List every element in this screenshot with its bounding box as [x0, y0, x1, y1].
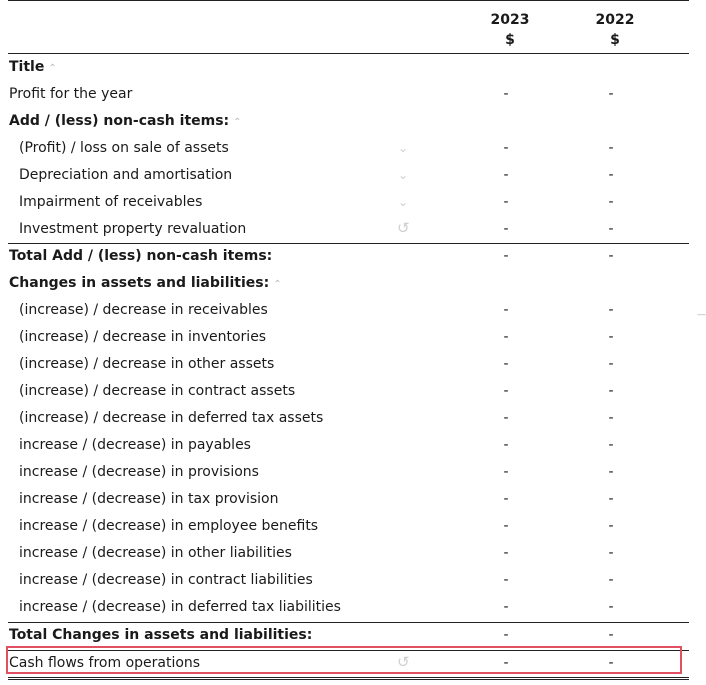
row-label: (Profit) / loss on sale of assets [19, 140, 229, 156]
value-2022: - [608, 221, 614, 237]
value-2022: - [608, 627, 614, 643]
row-deferred-tax-liabilities [8, 595, 689, 622]
row-contract-liabilities [8, 568, 689, 595]
row-label: Total Changes in assets and liabilities: [9, 627, 313, 643]
value-2023: - [503, 302, 509, 318]
value-2023: - [503, 410, 509, 426]
value-2022: - [608, 248, 614, 264]
row-label: Impairment of receivables [19, 194, 203, 210]
row-label: Depreciation and amortisation [19, 167, 233, 183]
row-profit-loss-sale [8, 136, 689, 163]
row-label: (increase) / decrease in deferred tax assets [19, 410, 324, 426]
row-deferred-tax-assets [8, 406, 689, 433]
column-2023-year: 2023 [490, 12, 530, 28]
row-payables [8, 433, 689, 460]
value-2023: - [503, 140, 509, 156]
selection-highlight [6, 646, 682, 674]
value-2023: - [503, 356, 509, 372]
chevron-down-icon[interactable]: ⌄ [398, 141, 409, 155]
value-2023: - [503, 329, 509, 345]
row-employee-benefits [8, 514, 689, 541]
value-2023: - [503, 491, 509, 507]
section-non-cash [8, 109, 689, 136]
row-label: increase / (decrease) in tax provision [19, 491, 279, 507]
value-2023: - [503, 518, 509, 534]
chevron-up-icon[interactable]: ⌃ [273, 279, 282, 290]
value-2022: - [608, 655, 614, 671]
row-impairment [8, 190, 689, 217]
row-provisions [8, 460, 689, 487]
row-label: increase / (decrease) in other liabilities [19, 545, 292, 561]
column-2022 [585, 1, 645, 48]
row-other-liabilities [8, 541, 689, 568]
value-2022: - [608, 329, 614, 345]
value-2022: - [608, 491, 614, 507]
column-2023-currency: $ [505, 32, 515, 48]
value-2022: - [608, 86, 614, 102]
value-2023: - [503, 599, 509, 615]
value-2023: - [503, 627, 509, 643]
row-label: increase / (decrease) in provisions [19, 464, 259, 480]
row-investment-revaluation [8, 217, 689, 244]
section-heading: Add / (less) non-cash items: ⌃ [9, 113, 242, 129]
row-label: Cash flows from operations [9, 655, 201, 671]
value-2022: - [608, 383, 614, 399]
chevron-down-icon[interactable]: ⌄ [398, 195, 409, 209]
row-label: Total Add / (less) non-cash items: [9, 248, 273, 264]
row-tax-provision [8, 487, 689, 514]
section-heading: Changes in assets and liabilities: ⌃ [9, 275, 282, 291]
value-2022: - [608, 599, 614, 615]
value-2022: - [608, 194, 614, 210]
value-2023: - [503, 437, 509, 453]
row-other-assets [8, 352, 689, 379]
section-title-row [8, 55, 689, 82]
row-label: (increase) / decrease in inventories [19, 329, 267, 345]
column-2022-year: 2022 [595, 12, 635, 28]
value-2022: - [608, 140, 614, 156]
row-inventories [8, 325, 689, 352]
value-2023: - [503, 545, 509, 561]
history-icon[interactable]: ↺ [397, 219, 410, 237]
history-icon[interactable]: ↺ [397, 653, 410, 671]
value-2023: - [503, 194, 509, 210]
row-label: (increase) / decrease in contract assets [19, 383, 296, 399]
value-2022: - [608, 356, 614, 372]
row-depreciation [8, 163, 689, 190]
value-2022: - [608, 302, 614, 318]
value-2023: - [503, 86, 509, 102]
row-receivables [8, 298, 689, 325]
row-label: Profit for the year [9, 86, 133, 102]
value-2022: - [608, 572, 614, 588]
value-2023: - [503, 248, 509, 264]
cursor-marker-icon: — [697, 310, 706, 320]
row-label: (increase) / decrease in receivables [19, 302, 268, 318]
row-label: increase / (decrease) in employee benefits [19, 518, 319, 534]
value-2022: - [608, 545, 614, 561]
row-label: (increase) / decrease in other assets [19, 356, 275, 372]
section-changes [8, 271, 689, 298]
value-2023: - [503, 221, 509, 237]
chevron-up-icon[interactable]: ⌃ [48, 63, 57, 74]
column-2023 [480, 1, 540, 48]
value-2023: - [503, 572, 509, 588]
section-title: Title ⌃ [9, 59, 57, 75]
value-2022: - [608, 437, 614, 453]
value-2023: - [503, 464, 509, 480]
row-total-non-cash [8, 243, 689, 271]
row-label: increase / (decrease) in deferred tax liabilities [19, 599, 341, 615]
value-2023: - [503, 167, 509, 183]
value-2023: - [503, 383, 509, 399]
row-label: increase / (decrease) in payables [19, 437, 251, 453]
row-label: increase / (decrease) in contract liabilities [19, 572, 313, 588]
value-2022: - [608, 167, 614, 183]
row-profit [8, 82, 689, 109]
chevron-down-icon[interactable]: ⌄ [398, 168, 409, 182]
table-header [8, 0, 689, 54]
value-2022: - [608, 410, 614, 426]
value-2023: - [503, 655, 509, 671]
value-2022: - [608, 518, 614, 534]
row-contract-assets [8, 379, 689, 406]
value-2022: - [608, 464, 614, 480]
column-2022-currency: $ [610, 32, 620, 48]
row-label: Investment property revaluation [19, 221, 247, 237]
chevron-up-icon[interactable]: ⌃ [233, 117, 242, 128]
